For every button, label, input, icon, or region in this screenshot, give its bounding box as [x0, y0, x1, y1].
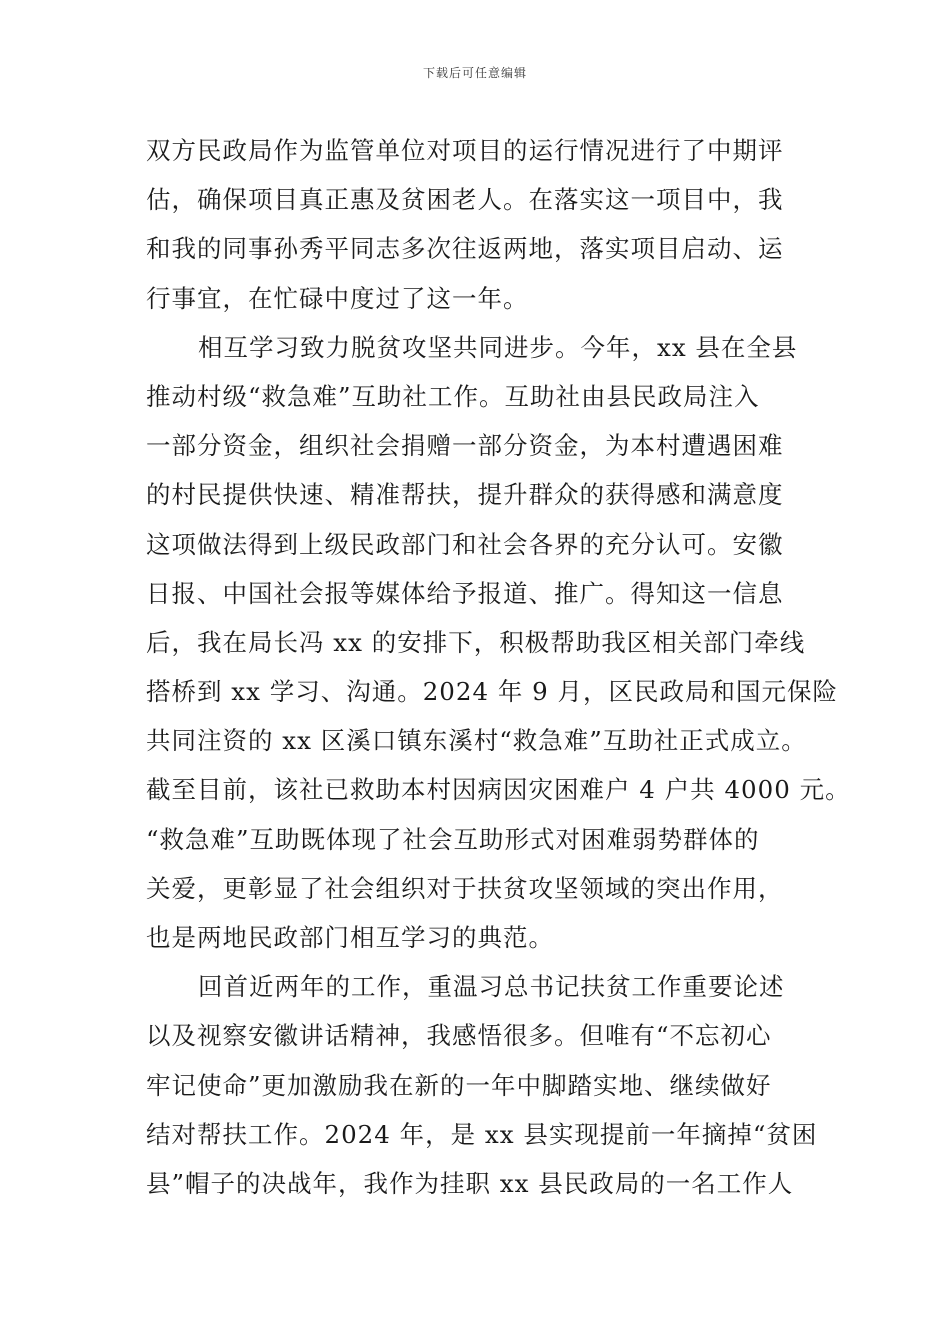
text-line: 牢记使命”更加激励我在新的一年中脚踏实地、继续做好	[146, 1070, 772, 1100]
text-line: 搭桥到 xx 学习、沟通。2024 年 9 月，区民政局和国元保险	[146, 677, 839, 707]
text-line: 县”帽子的决战年，我作为挂职 xx 县民政局的一名工作人	[146, 1168, 794, 1198]
text-line: 的村民提供快速、精准帮扶，提升群众的获得感和满意度	[146, 480, 784, 510]
text-line: 日报、中国社会报等媒体给予报道、推广。得知这一信息	[146, 578, 784, 608]
text-line: 推动村级“救急难”互助社工作。互助社由县民政局注入	[146, 381, 760, 411]
text-line: 后，我在局长冯 xx 的安排下，积极帮助我区相关部门牵线	[146, 627, 806, 657]
text-line: 这项做法得到上级民政部门和社会各界的充分认可。安徽	[146, 529, 784, 559]
text-line: 截至目前，该社已救助本村因病因灾困难户 4 户共 4000 元。	[146, 775, 851, 805]
text-line: 也是两地民政部门相互学习的典范。	[146, 923, 554, 952]
text-line: 一部分资金，组织社会捐赠一部分资金，为本村遭遇困难	[146, 431, 784, 461]
paragraph-first-line: 回首近两年的工作，重温习总书记扶贫工作重要论述	[198, 972, 785, 1002]
text-line: 共同注资的 xx 区溪口镇东溪村“救急难”互助社正式成立。	[146, 726, 807, 756]
text-line: 关爱，更彰显了社会组织对于扶贫攻坚领域的突出作用，	[146, 873, 784, 903]
text-line: 行事宜，在忙碌中度过了这一年。	[146, 283, 529, 313]
body-text	[146, 126, 851, 1208]
text-line: 和我的同事孙秀平同志多次往返两地，落实项目启动、运	[146, 234, 784, 264]
text-line: 以及视察安徽讲话精神，我感悟很多。但唯有“不忘初心	[146, 1021, 772, 1051]
text-line: 估，确保项目真正惠及贫困老人。在落实这一项目中，我	[146, 185, 784, 215]
page-header: 下载后可任意编辑	[422, 66, 527, 80]
paragraph-first-line: 相互学习致力脱贫攻坚共同进步。今年，xx 县在全县	[198, 332, 798, 362]
text-line: “救急难”互助既体现了社会互助形式对困难弱势群体的	[146, 824, 760, 854]
text-line: 结对帮扶工作。2024 年，是 xx 县实现提前一年摘掉“贫困	[146, 1119, 818, 1149]
text-line: 双方民政局作为监管单位对项目的运行情况进行了中期评	[146, 136, 784, 165]
